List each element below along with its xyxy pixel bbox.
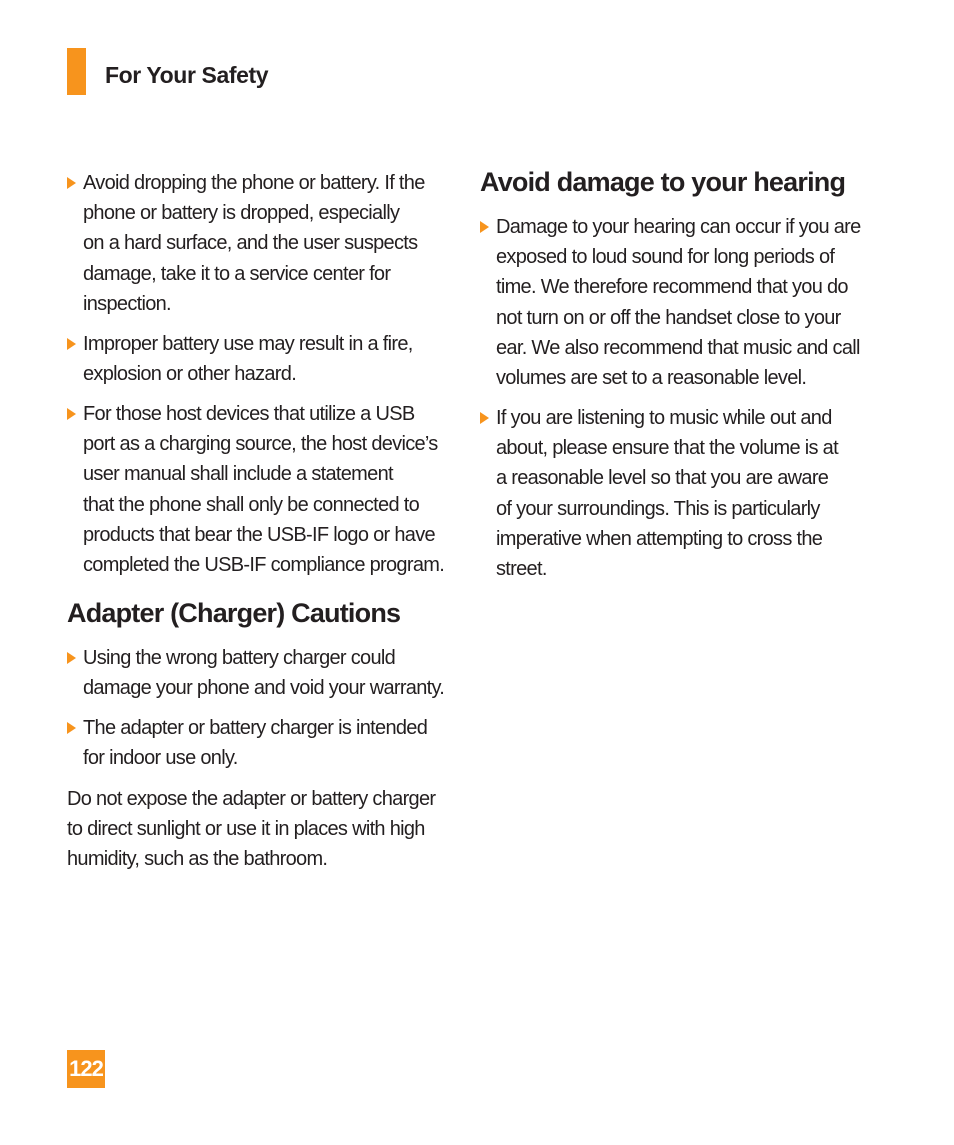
section-marker-bar: [67, 48, 86, 95]
adapter-heading: Adapter (Charger) Cautions: [67, 598, 401, 628]
hearing-heading: Avoid damage to your hearing: [480, 167, 846, 197]
list-item: [67, 168, 447, 319]
list-item: [480, 212, 865, 393]
triangle-right-icon: [67, 177, 76, 189]
list-item: [67, 643, 447, 703]
list-item-text: If you are listening to music while out and about, please ensure that the volume is at a reasonable level so that you are aware of your surroundings. This is particularly imperative when attempting to cross the street.: [496, 407, 838, 581]
adapter-paragraph: Do not expose the adapter or battery charger to direct sunlight or use it in places with high humidity, such as the bathroom.: [67, 788, 436, 871]
triangle-right-icon: [67, 408, 76, 420]
list-item-text: Avoid dropping the phone or battery. If the phone or battery is dropped, especially on a hard surface, and the user suspects damage, take it to a service center for inspection.: [83, 172, 425, 315]
list-item: [67, 329, 447, 389]
triangle-right-icon: [67, 722, 76, 734]
list-item: [67, 399, 447, 580]
list-item: [67, 713, 447, 773]
triangle-right-icon: [67, 338, 76, 350]
list-item-text: Using the wrong battery charger could damage your phone and void your warranty.: [83, 647, 445, 700]
triangle-right-icon: [480, 221, 489, 233]
section-title: For Your Safety: [105, 62, 269, 88]
page-number: 122: [67, 1050, 105, 1088]
list-item: [480, 403, 865, 584]
list-item-text: The adapter or battery charger is intended for indoor use only.: [83, 717, 428, 770]
triangle-right-icon: [480, 412, 489, 424]
list-item-text: Improper battery use may result in a fire, explosion or other hazard.: [83, 333, 413, 386]
list-item-text: For those host devices that utilize a USB port as a charging source, the host device’s user manual shall include a statement that the phone shall only be connected to products that bear the USB-IF logo or have completed the USB-IF compliance program.: [83, 403, 445, 577]
list-item-text: Damage to your hearing can occur if you are exposed to loud sound for long periods of time. We therefore recommend that you do not turn on or off the handset close to your ear. We also recommend that music and call volumes are set to a reasonable level.: [496, 216, 861, 390]
triangle-right-icon: [67, 652, 76, 664]
